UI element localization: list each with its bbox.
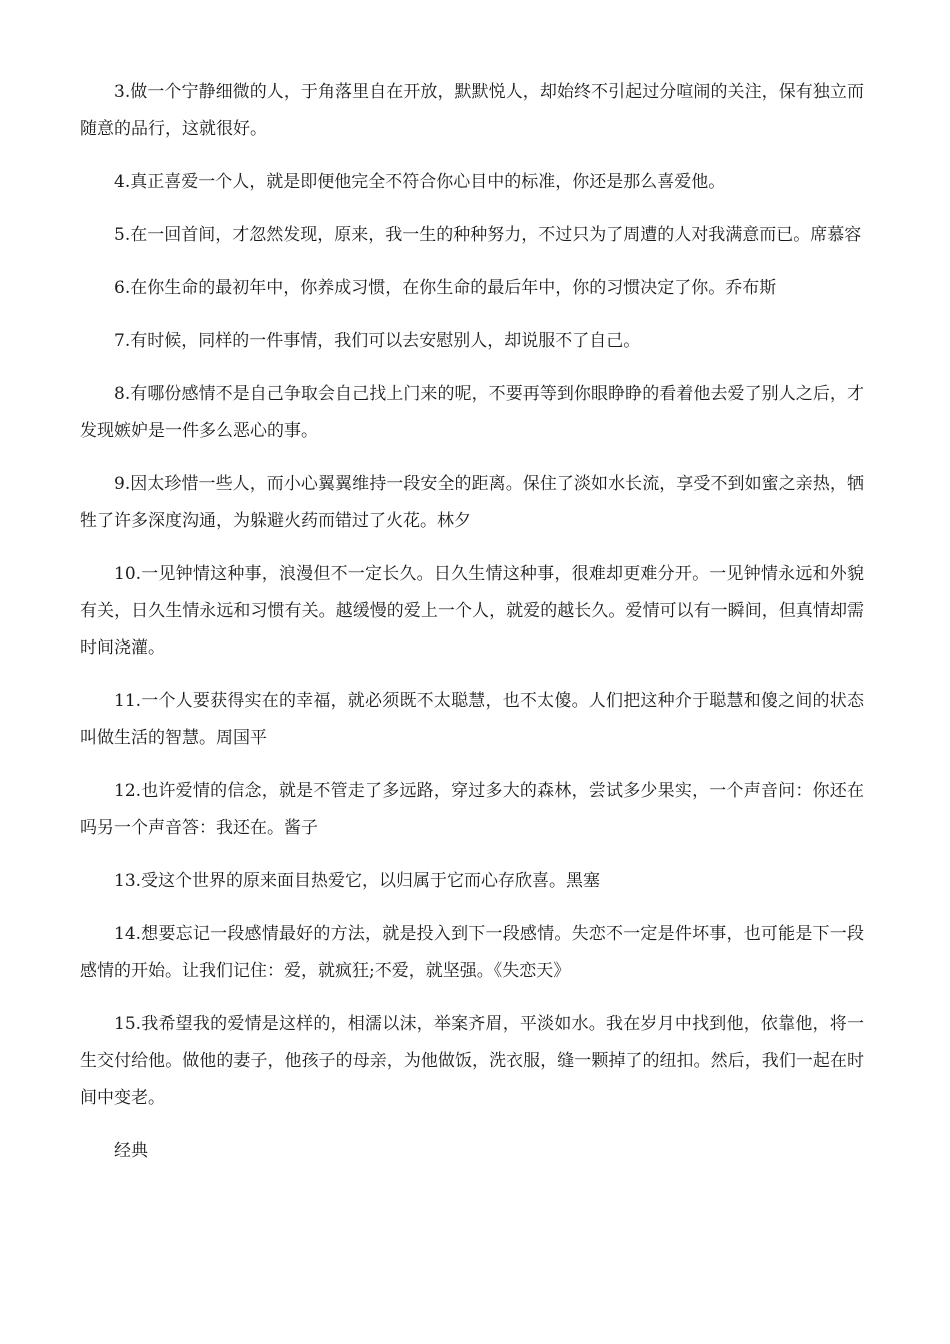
paragraph-quote-5: 5.在一回首间，才忽然发现，原来，我一生的种种努力，不过只为了周遭的人对我满意而已。席慕容 bbox=[114, 225, 862, 245]
paragraph-quote-14: 14.想要忘记一段感情最好的方法，就是投入到下一段感情。失恋不一定是件坏事，也可能是下一段感情的开始。让我们记住：爱，就疯狂;不爱，就坚强。《失恋天》 bbox=[80, 924, 864, 981]
paragraph-quote-13: 13.受这个世界的原来面目热爱它，以归属于它而心存欣喜。黑塞 bbox=[114, 871, 601, 891]
paragraph-quote-7: 7.有时候，同样的一件事情，我们可以去安慰别人，却说服不了自己。 bbox=[114, 331, 641, 351]
paragraph-quote-12: 12.也许爱情的信念，就是不管走了多远路，穿过多大的森林，尝试多少果实，一个声音问：你还在吗另一个声音答：我还在。酱子 bbox=[80, 781, 864, 838]
paragraph-quote-10: 10.一见钟情这种事，浪漫但不一定长久。日久生情这种事，很难却更难分开。一见钟情永远和外貌有关，日久生情永远和习惯有关。越缓慢的爱上一个人，就爱的越长久。爱情可以有一瞬间，但真情却需时间浇灌。 bbox=[80, 564, 864, 658]
paragraph-quote-4: 4.真正喜爱一个人，就是即便他完全不符合你心目中的标准，你还是那么喜爱他。 bbox=[114, 172, 726, 192]
paragraph-quote-11: 11.一个人要获得实在的幸福，就必须既不太聪慧，也不太傻。人们把这种介于聪慧和傻之间的状态叫做生活的智慧。周国平 bbox=[80, 691, 864, 748]
paragraph-quote-15: 15.我希望我的爱情是这样的，相濡以沫，举案齐眉，平淡如水。我在岁月中找到他，依靠他，将一生交付给他。做他的妻子，他孩子的母亲，为他做饭，洗衣服，缝一颗掉了的纽扣。然后，我们一起在时间中变老。 bbox=[80, 1014, 864, 1108]
section-heading: 经典 bbox=[114, 1141, 148, 1161]
paragraph-quote-8: 8.有哪份感情不是自己争取会自己找上门来的呢，不要再等到你眼睁睁的看着他去爱了别人之后，才发现嫉妒是一件多么恶心的事。 bbox=[80, 384, 864, 441]
paragraph-quote-3: 3.做一个宁静细微的人，于角落里自在开放，默默悦人，却始终不引起过分喧闹的关注，保有独立而随意的品行，这就很好。 bbox=[80, 82, 864, 139]
paragraph-quote-6: 6.在你生命的最初年中，你养成习惯，在你生命的最后年中，你的习惯决定了你。乔布斯 bbox=[114, 278, 777, 298]
paragraph-quote-9: 9.因太珍惜一些人，而小心翼翼维持一段安全的距离。保住了淡如水长流，享受不到如蜜之亲热，牺牲了许多深度沟通，为躲避火药而错过了火花。林夕 bbox=[80, 474, 864, 531]
